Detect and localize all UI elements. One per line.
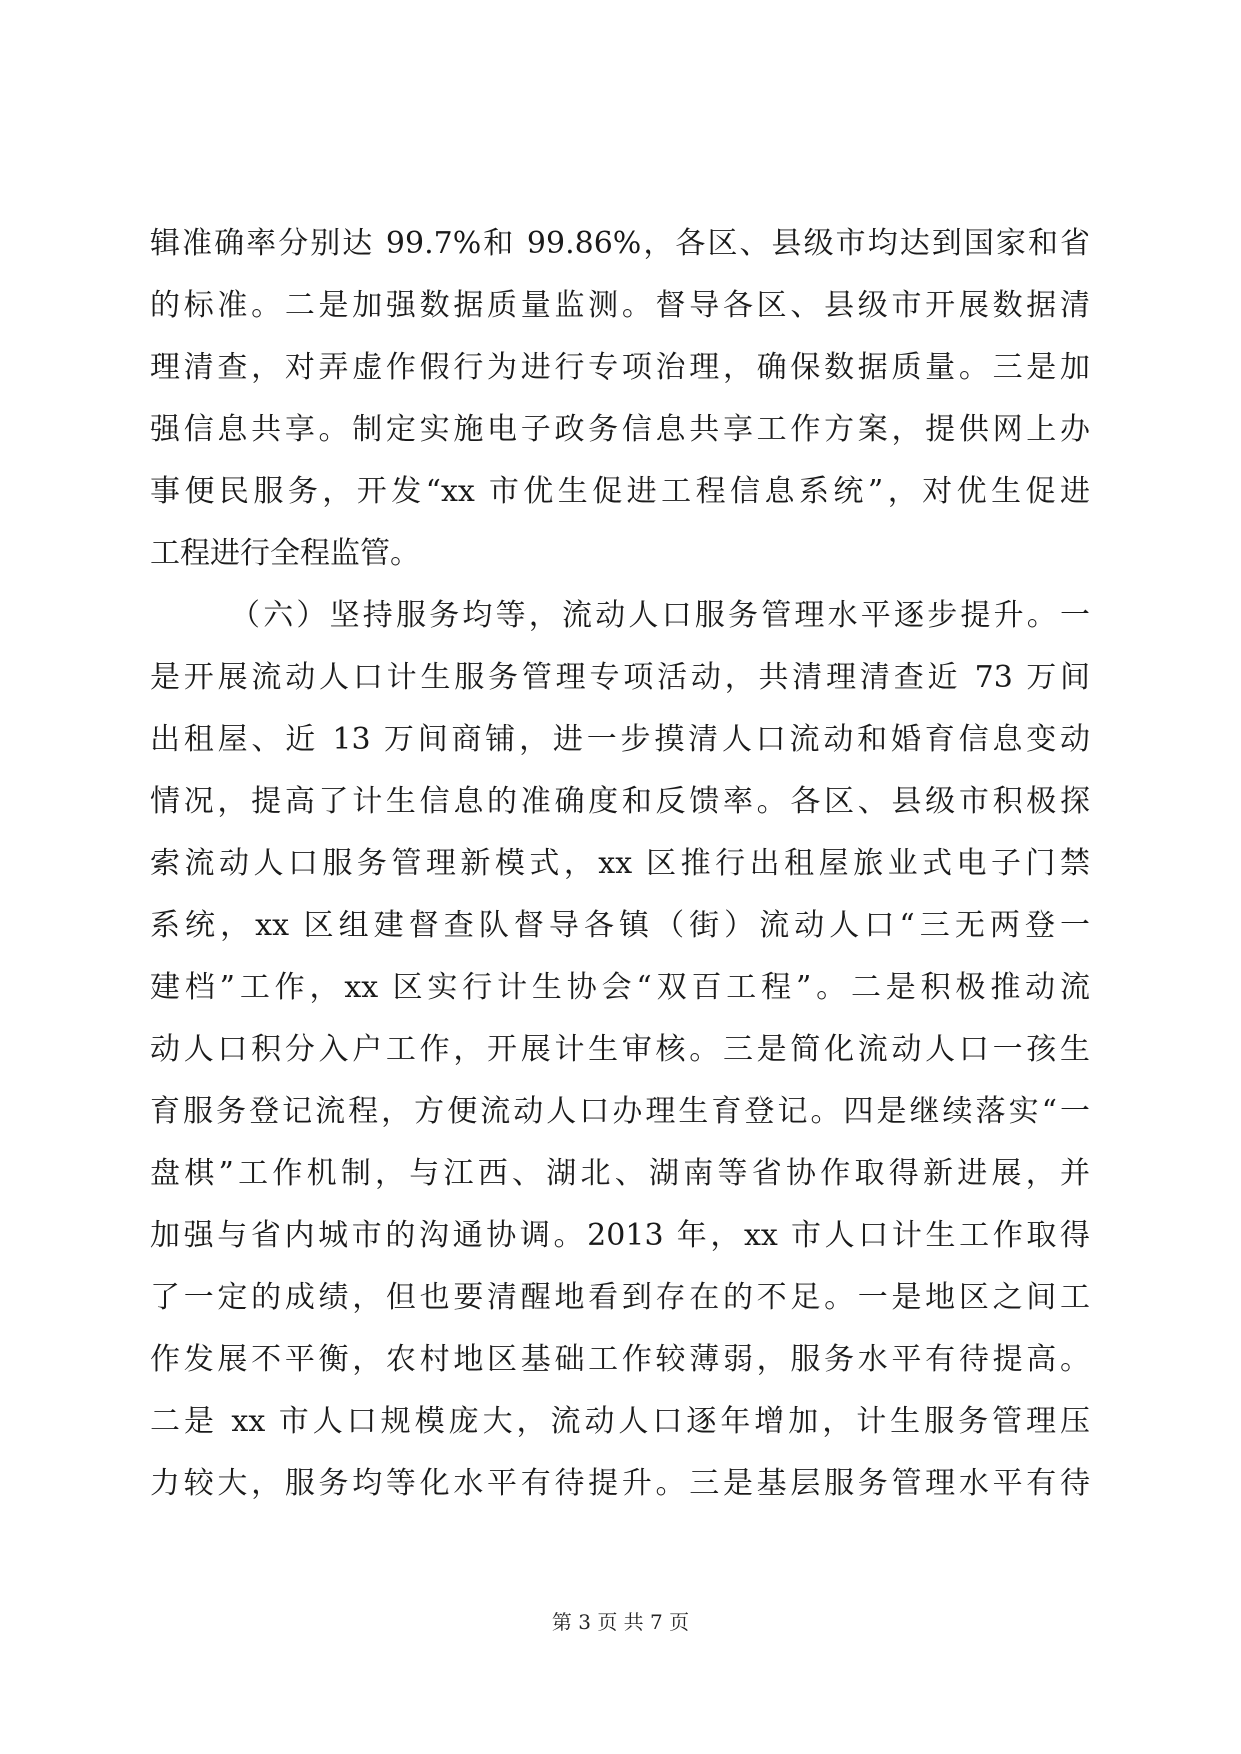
text-line: 了一定的成绩，但也要清醒地看到存在的不足。一是地区之间工 <box>150 1280 1090 1315</box>
text-line: 索流动人口服务管理新模式，xx 区推行出租屋旅业式电子门禁 <box>150 846 1090 881</box>
text-line: 出租屋、近 13 万间商铺，进一步摸清人口流动和婚育信息变动 <box>150 722 1090 757</box>
section-heading-line: （六）坚持服务均等，流动人口服务管理水平逐步提升。一 <box>230 598 1090 633</box>
text-line: 建档”工作，xx 区实行计生协会“双百工程”。二是积极推动流 <box>150 970 1090 1005</box>
text-line: 二是 xx 市人口规模庞大，流动人口逐年增加，计生服务管理压 <box>150 1404 1090 1439</box>
text-line: 系统，xx 区组建督查队督导各镇（街）流动人口“三无两登一 <box>150 908 1090 943</box>
text-line: 是开展流动人口计生服务管理专项活动，共清理清查近 73 万间 <box>150 660 1090 695</box>
text-line: 盘棋”工作机制，与江西、湖北、湖南等省协作取得新进展，并 <box>150 1156 1090 1191</box>
text-line: 的标准。二是加强数据质量监测。督导各区、县级市开展数据清 <box>150 288 1090 323</box>
text-line: 动人口积分入户工作，开展计生审核。三是简化流动人口一孩生 <box>150 1032 1090 1067</box>
text-line: 力较大，服务均等化水平有待提升。三是基层服务管理水平有待 <box>150 1466 1090 1501</box>
text-line: 强信息共享。制定实施电子政务信息共享工作方案，提供网上办 <box>150 412 1090 447</box>
text-line: 作发展不平衡，农村地区基础工作较薄弱，服务水平有待提高。 <box>150 1342 1090 1377</box>
page-number-footer: 第 3 页 共 7 页 <box>551 1610 690 1634</box>
text-line: 育服务登记流程，方便流动人口办理生育登记。四是继续落实“一 <box>150 1094 1090 1129</box>
text-line: 加强与省内城市的沟通协调。2013 年，xx 市人口计生工作取得 <box>150 1218 1090 1253</box>
text-line: 辑准确率分别达 99.7%和 99.86%，各区、县级市均达到国家和省 <box>150 226 1090 261</box>
text-line: 工程进行全程监管。 <box>150 536 420 571</box>
text-line: 事便民服务，开发“xx 市优生促进工程信息系统”，对优生促进 <box>150 474 1090 509</box>
text-line: 理清查，对弄虚作假行为进行专项治理，确保数据质量。三是加 <box>150 350 1090 385</box>
text-line: 情况，提高了计生信息的准确度和反馈率。各区、县级市积极探 <box>150 784 1090 819</box>
